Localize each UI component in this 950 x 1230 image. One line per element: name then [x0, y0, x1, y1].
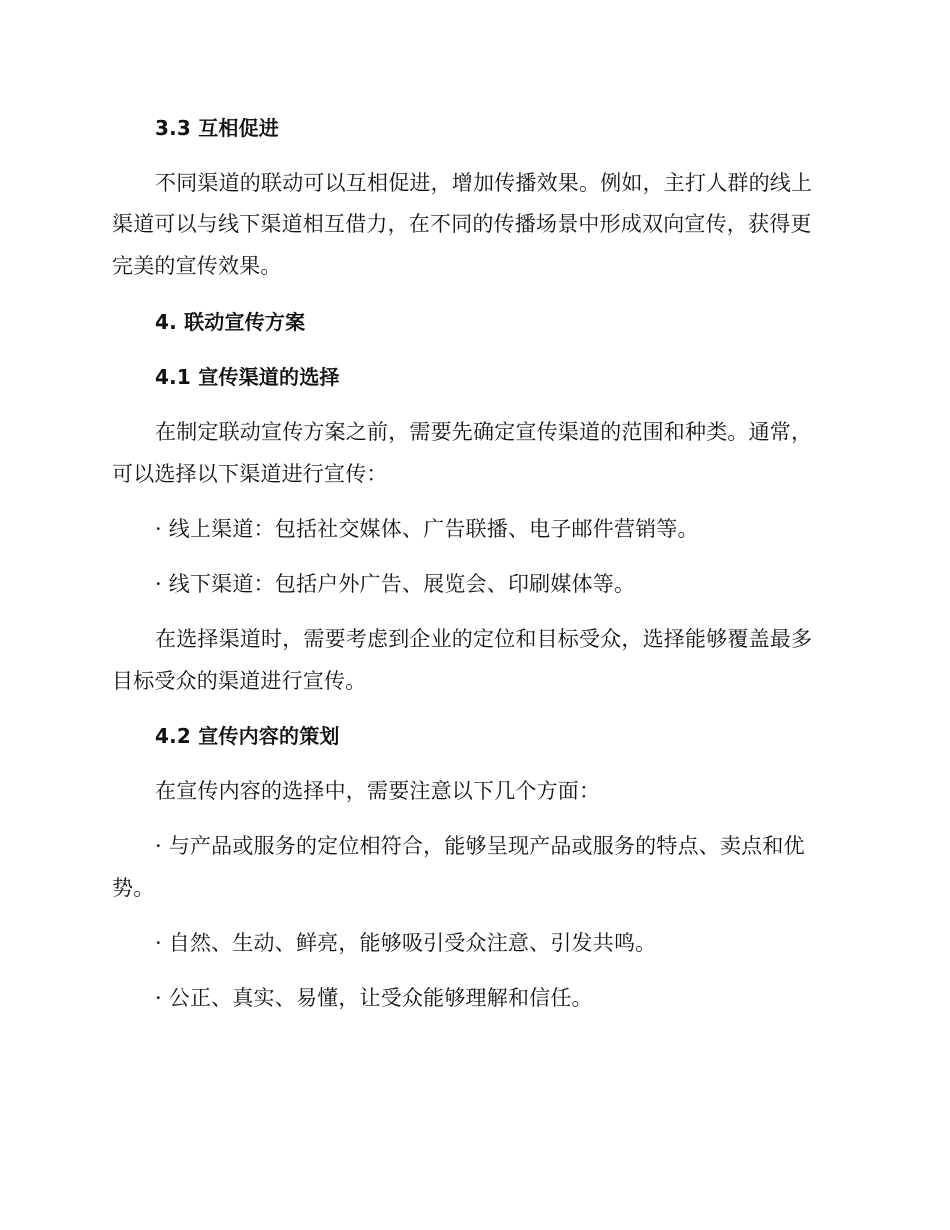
bullet-item-positioning: · 与产品或服务的定位相符合，能够呈现产品或服务的特点、卖点和优 — [155, 834, 805, 858]
paragraph-line: 在选择渠道时，需要考虑到企业的定位和目标受众，选择能够覆盖最多 — [155, 627, 813, 651]
section-heading-4: 4. 联动宣传方案 — [155, 310, 306, 334]
section-heading-4-1: 4.1 宣传渠道的选择 — [155, 365, 340, 389]
paragraph-line: 渠道可以与线下渠道相互借力，在不同的传播场景中形成双向宣传，获得更 — [112, 212, 812, 236]
section-heading-3-3: 3.3 互相促进 — [155, 116, 279, 140]
bullet-item-fair-true: · 公正、真实、易懂，让受众能够理解和信任。 — [155, 986, 593, 1010]
bullet-item-offline-channels: · 线下渠道：包括户外广告、展览会、印刷媒体等。 — [155, 572, 636, 596]
paragraph-line: 完美的宣传效果。 — [112, 254, 282, 278]
paragraph-line: 可以选择以下渠道进行宣传： — [112, 462, 388, 486]
paragraph-line: 在宣传内容的选择中，需要注意以下几个方面： — [155, 779, 601, 803]
bullet-item-online-channels: · 线上渠道：包括社交媒体、广告联播、电子邮件营销等。 — [155, 517, 699, 541]
section-heading-4-2: 4.2 宣传内容的策划 — [155, 724, 340, 748]
bullet-item-positioning-continued: 势。 — [112, 876, 155, 900]
paragraph-line: 目标受众的渠道进行宣传。 — [112, 669, 367, 693]
paragraph-line: 在制定联动宣传方案之前，需要先确定宣传渠道的范围和种类。通常， — [155, 420, 813, 444]
bullet-item-natural-vivid: · 自然、生动、鲜亮，能够吸引受众注意、引发共鸣。 — [155, 931, 657, 955]
paragraph-line: 不同渠道的联动可以互相促进，增加传播效果。例如，主打人群的线上 — [155, 171, 813, 195]
